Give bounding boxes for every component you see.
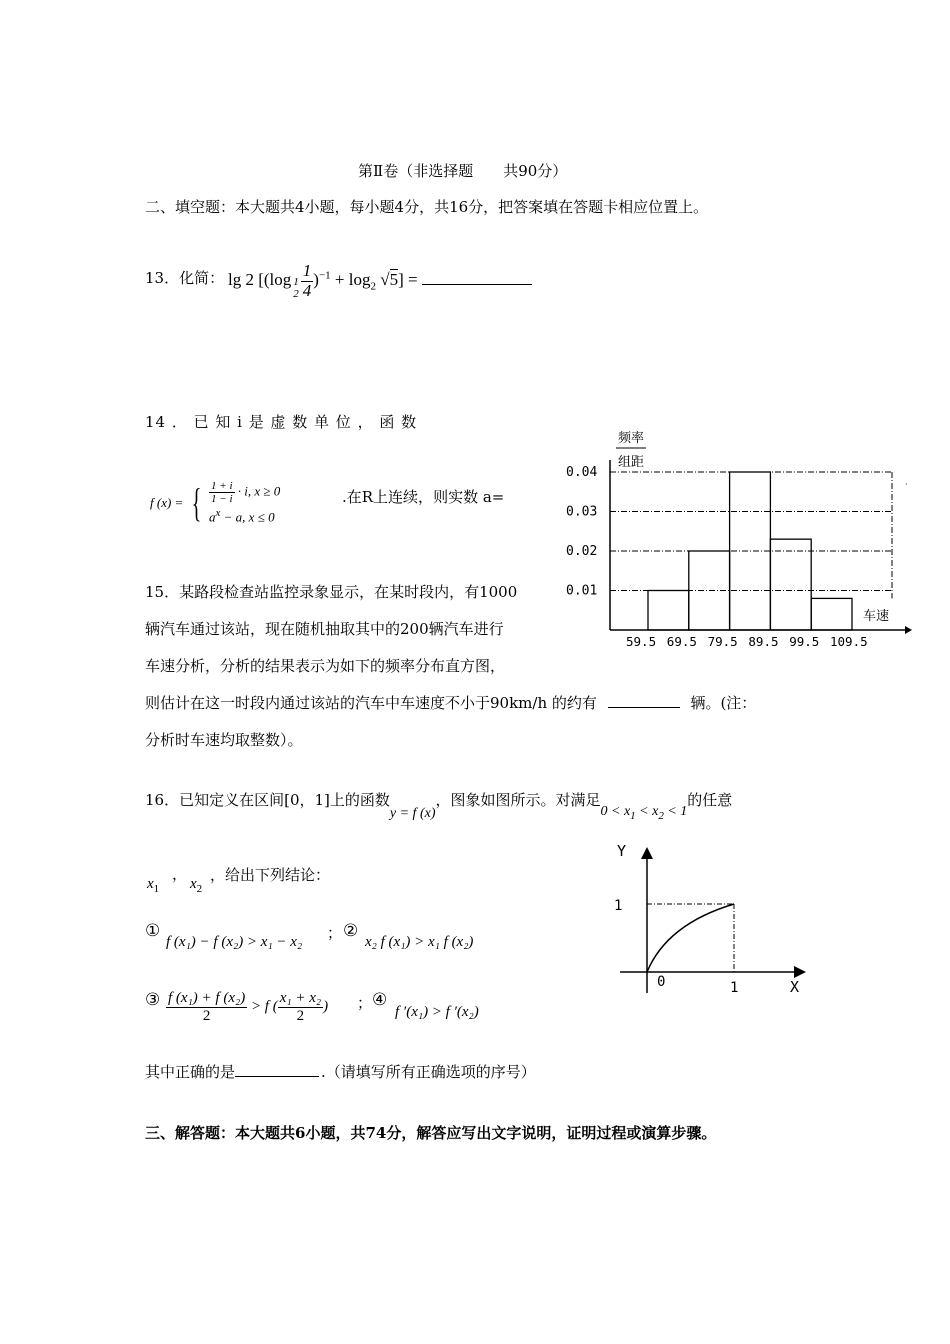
q14-piecewise: f (x) = { $\frac{1 + i}{1 - i}$ · i, x ≥ 0 $a^x - a$, x ≤ 0 [150,479,281,525]
histogram-xtick-label: 59.5 [626,634,657,649]
histogram-ylabel-top: 频率 [618,431,645,446]
histogram-bar [811,598,852,630]
q15-line3: 车速分析，分析的结果表示为如下的频率分布直方图， [145,657,506,675]
q15-line4: 则估计在这一时段内通过该站的汽车中车速度不小于90km/h 的约有 辆。(注： [145,694,757,712]
q16-x2: $x_2$ [190,876,203,895]
q16-give: ，给出下列结论： [210,866,331,884]
histogram-xtick-label: 89.5 [748,634,779,649]
histogram-ylabel-bottom: 组距 [618,455,645,470]
q16-line1: 16．已知定义在区间[0，1]上的函数y = f (x)，图象如图所示。对满足$0 < x_1 < x_2 < 1$的任意 [145,791,733,822]
stray-dot: · [905,480,908,489]
histogram-xtick-label: 109.5 [830,634,868,649]
y-one-label: 1 [614,898,623,914]
c1-mark: ① [145,921,161,941]
q16-x1: $x_1$ [147,876,160,895]
histogram-xlabel: 车速 [863,609,890,624]
histogram-ytick-label: 0.01 [566,583,598,599]
semicolon-1: ； [327,924,343,942]
histogram-bar [770,539,811,630]
origin-label: 0 [657,974,666,990]
semicolon-2: ； [357,994,373,1012]
histogram-ytick-label: 0.04 [566,465,598,480]
histogram-ytick-label: 0.03 [566,504,598,520]
x-one-label: 1 [730,980,739,996]
q15-line5: 分析时车速均取整数）。 [145,731,303,749]
q15-line1: 15．某路段检查站监控录象显示，在某时段内，有1000 [145,583,518,601]
histogram-x-arrow [905,626,912,634]
histogram-xtick-label: 79.5 [707,634,738,649]
c3-mark: ③ [145,990,161,1010]
section-title: 第Ⅱ卷（非选择题 共90分） [358,162,568,180]
q13-expression: lg 2 [(log 1 2 $\frac{1}{4}$ )$^{-1} + \log_2 √5$] = [228,262,532,300]
x-axis-label: X [790,978,800,996]
y-axis-label: Y [617,842,627,860]
conclusion-2: x₂ f (x₁) > x₁ f (x₂) [365,934,474,950]
frequency-histogram [560,422,915,652]
histogram-bar [648,591,689,631]
function-graph [605,838,815,1003]
histogram-xtick-label: 69.5 [666,634,697,649]
histogram-ytick-label: 0.02 [566,544,598,559]
comma-separator: ， [172,865,188,883]
q15-blank[interactable] [608,707,680,708]
conclusion-4: f ′(x₁) > f ′(x₂) [395,1004,479,1020]
q16-blank[interactable] [235,1076,319,1077]
function-curve [647,904,734,972]
histogram-xtick-label: 99.5 [789,634,820,649]
q13-label: 13．化简： [145,269,225,287]
q16-answer: 其中正确的是 .（请填写所有正确选项的序号） [145,1063,536,1081]
part3-header: 三、解答题：本大题共6小题，共74分，解答应写出文字说明，证明过程或演算步骤。 [145,1124,717,1142]
part2-header: 二、填空题：本大题共4小题，每小题4分，共16分，把答案填在答题卡相应位置上。 [145,198,709,216]
conclusion-3: $\frac{\text{f (x₁) + f (x₂)}}{2}$ > f ( $\frac{\text{x₁ + x₂}}{2}$ ) [168,990,329,1024]
c2-mark: ② [343,921,359,941]
q14-suffix: .在R上连续，则实数 a= [342,488,505,506]
c4-mark: ④ [372,990,388,1010]
q14-prefix: 14 ． 已 知 i 是 虚 数 单 位 ， 函 数 [145,413,418,431]
conclusion-1: f (x₁) − f (x₂) > x₁ − x₂ [166,934,303,950]
q15-line2: 辆汽车通过该站，现在随机抽取其中的200辆汽车进行 [145,620,504,638]
